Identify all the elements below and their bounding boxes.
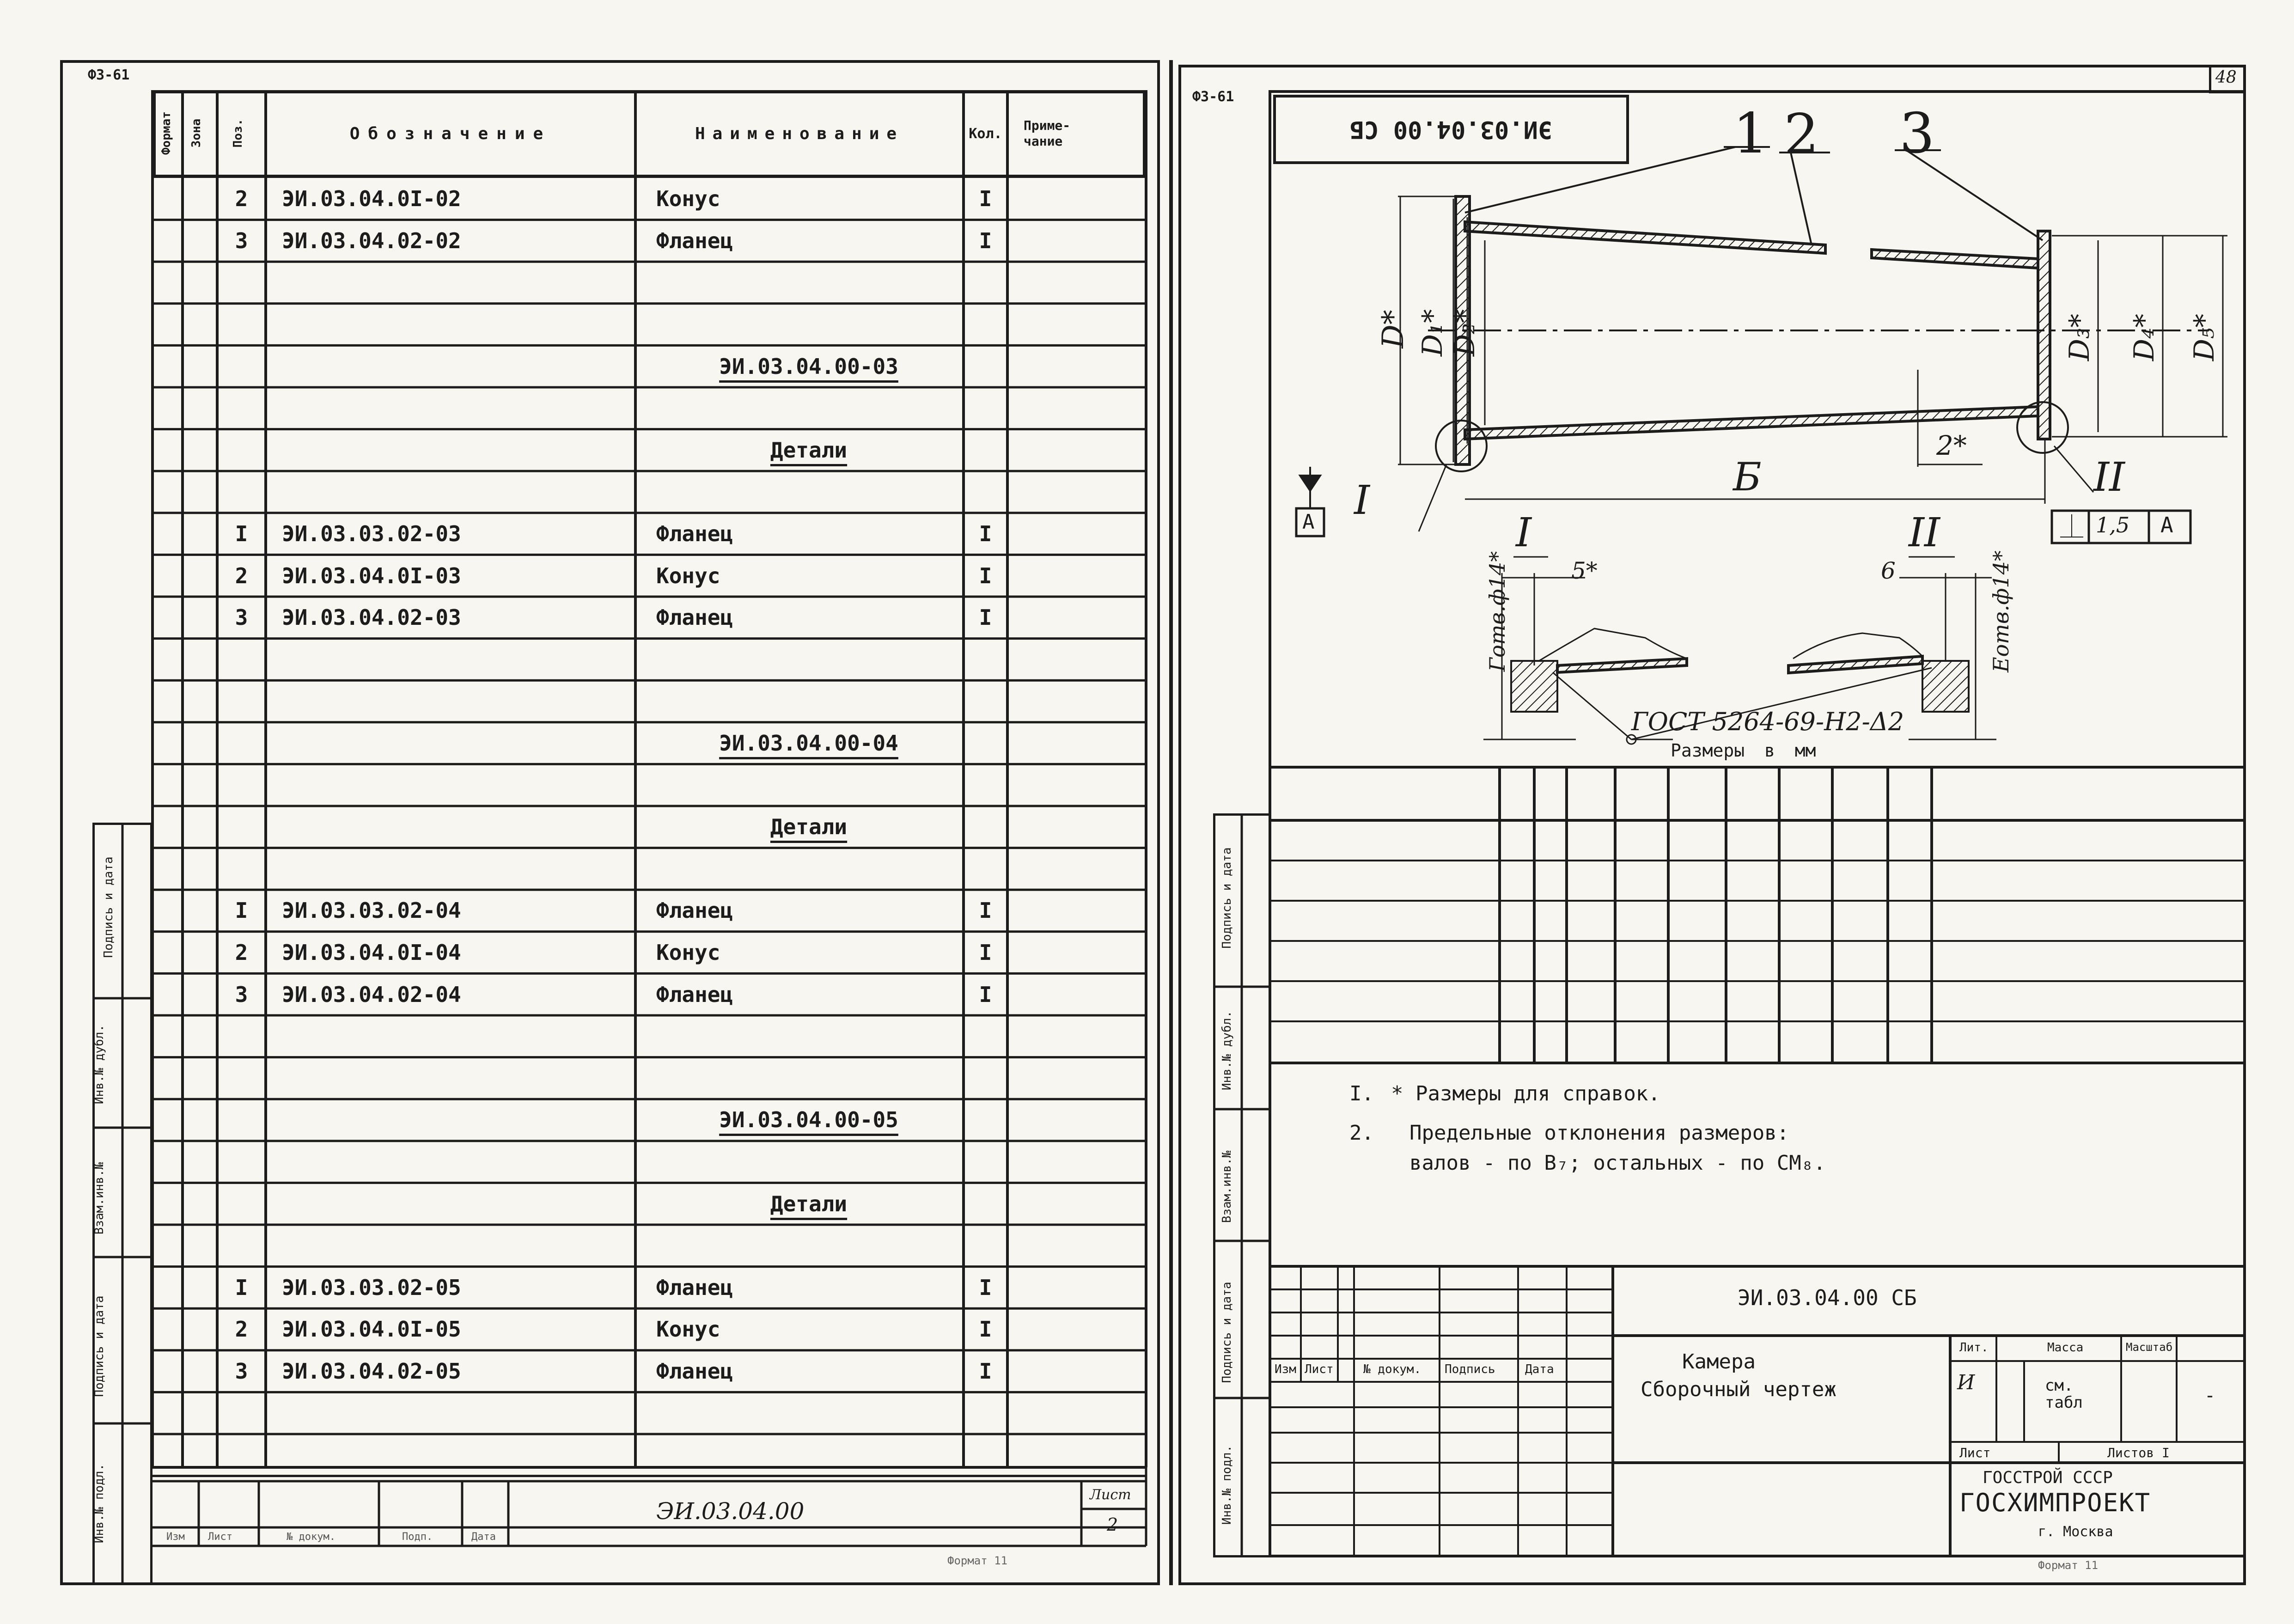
header-zone: Зона xyxy=(189,118,203,148)
left-footer-lbl-1: Лист xyxy=(208,1531,232,1543)
spec-name: Конус xyxy=(656,186,720,212)
right-stamp-2: Взам.инв.№ xyxy=(1220,1150,1234,1223)
spec-designation: ЭИ.03.04.02-03 xyxy=(282,605,461,630)
left-sheet-number: 2 xyxy=(1107,1514,1118,1535)
spec-pos: I xyxy=(235,521,248,547)
mirrored-code: ЭИ.03.04.00 СБ xyxy=(1349,116,1553,143)
view-mark-2: II xyxy=(2093,454,2125,501)
spec-pos: 2 xyxy=(235,940,248,965)
spec-name: Конус xyxy=(656,940,720,965)
tb-org2: ГОСХИМПРОЕКТ xyxy=(1959,1488,2151,1517)
tb-sheets-label: Листов I xyxy=(2107,1445,2170,1460)
spec-name: Детали xyxy=(770,437,848,463)
spec-designation: ЭИ.03.04.0I-05 xyxy=(282,1317,461,1342)
spec-qty: I xyxy=(979,228,992,253)
spec-qty: I xyxy=(979,563,992,588)
spec-designation: ЭИ.03.03.02-04 xyxy=(282,898,461,923)
dim-detail-a: 5* xyxy=(1571,557,1598,584)
tb-lit-value: И xyxy=(1957,1371,1975,1394)
tb-scale-value: - xyxy=(2204,1385,2216,1406)
tb-col-izm: Изм xyxy=(1275,1362,1296,1376)
spec-designation: ЭИ.03.04.0I-02 xyxy=(282,186,461,212)
note-text-2: Предельные отклонения размеров: xyxy=(1409,1121,1789,1145)
spec-designation: ЭИ.03.04.0I-04 xyxy=(282,940,461,965)
spec-pos: 2 xyxy=(235,563,248,588)
spec-name: Детали xyxy=(770,1191,848,1216)
spec-name: ЭИ.03.04.00-05 xyxy=(719,1107,898,1133)
left-format-note: Формат 11 xyxy=(947,1554,1008,1567)
spec-name: Фланец xyxy=(656,521,733,547)
header-qty: Кол. xyxy=(969,126,1002,142)
spec-pos: 2 xyxy=(235,186,248,212)
spec-pos: I xyxy=(235,1275,248,1300)
spec-name: Фланец xyxy=(656,1275,733,1300)
right-sheet xyxy=(1169,0,2294,1624)
spec-pos: 3 xyxy=(235,1359,248,1384)
dim-D4: D₄* xyxy=(2128,313,2160,361)
leader-3: 3 xyxy=(1899,102,1935,166)
header-format: Формат xyxy=(159,111,173,155)
detail-mark-2: II xyxy=(1909,510,1940,556)
tb-org1: ГОССТРОЙ СССР xyxy=(1983,1468,2113,1487)
spec-designation: ЭИ.03.03.02-05 xyxy=(282,1275,461,1300)
left-stamp-4: Инв.№ подл. xyxy=(92,1463,106,1544)
spec-qty: I xyxy=(979,521,992,547)
left-footer-lbl-4: Дата xyxy=(471,1531,496,1543)
dim-thickness: 2* xyxy=(1936,430,1967,461)
spec-qty: I xyxy=(979,982,992,1007)
right-format-note: Формат 11 xyxy=(2038,1559,2099,1572)
title-code: ЭИ.03.04.00 СБ xyxy=(1738,1285,1917,1310)
spec-pos: I xyxy=(235,898,248,923)
header-pos: Поз. xyxy=(231,118,245,148)
spec-name: Фланец xyxy=(656,982,733,1007)
dim-D5: D₅* xyxy=(2188,313,2221,361)
left-stamp-1: Инв.№ дубл. xyxy=(92,1024,106,1105)
title-name-2: Сборочный чертеж xyxy=(1641,1378,1836,1401)
title-name-1: Камера xyxy=(1682,1350,1756,1374)
tb-col-doc: № докум. xyxy=(1363,1362,1422,1376)
left-stamp-0: Подпись и дата xyxy=(102,856,116,958)
tb-scale-label: Масштаб xyxy=(2126,1341,2173,1354)
left-footer-lbl-0: Изм xyxy=(166,1531,185,1543)
spec-designation: ЭИ.03.04.02-05 xyxy=(282,1359,461,1384)
left-stamp-2: Взам.инв.№ xyxy=(92,1162,106,1235)
tolerance-value: 1,5 xyxy=(2096,513,2130,537)
spec-name: ЭИ.03.04.00-04 xyxy=(719,731,898,756)
tb-col-sign: Подпись xyxy=(1445,1362,1495,1376)
tb-lit-label: Лит. xyxy=(1959,1341,1989,1355)
view-mark-1: I xyxy=(1354,477,1370,524)
hole-left: Готв.ф14* xyxy=(1485,551,1510,672)
right-stamp-4: Инв.№ подл. xyxy=(1220,1445,1234,1525)
tb-col-list: Лист xyxy=(1305,1362,1334,1376)
spec-pos: 3 xyxy=(235,605,248,630)
spec-qty: I xyxy=(979,940,992,965)
right-stamp-1: Инв.№ дубл. xyxy=(1220,1010,1234,1091)
dim-D2: D₂* xyxy=(1449,309,1481,357)
note-num-1: I. xyxy=(1349,1082,1374,1105)
tolerance-datum: А xyxy=(2160,513,2173,537)
dim-length: Б xyxy=(1733,454,1762,500)
hole-right: Еотв.ф14* xyxy=(1989,550,2013,672)
dim-detail-b: 6 xyxy=(1881,557,1896,584)
header-name: Наименование xyxy=(695,124,904,143)
datum-label: А xyxy=(1302,510,1315,534)
spec-qty: I xyxy=(979,186,992,212)
spec-pos: 3 xyxy=(235,228,248,253)
spec-qty: I xyxy=(979,1317,992,1342)
left-footer-lbl-3: Подп. xyxy=(402,1531,433,1543)
units-note: Размеры в мм xyxy=(1671,740,1816,761)
tolerance-symbol: ⏊ xyxy=(2060,513,2083,540)
header-designation: Обозначение xyxy=(349,124,552,143)
right-stamp-0: Подпись и дата xyxy=(1220,847,1234,949)
spec-name: Фланец xyxy=(656,605,733,630)
tb-mass-value: см. табл xyxy=(2045,1376,2083,1412)
left-footer-lbl-2: № докум. xyxy=(287,1531,336,1543)
dim-D1: D₁* xyxy=(1416,309,1449,357)
leader-1: 1 xyxy=(1733,102,1769,166)
tb-mass-label: Масса xyxy=(2047,1341,2084,1355)
spec-designation: ЭИ.03.04.02-02 xyxy=(282,228,461,253)
spec-name: Фланец xyxy=(656,228,733,253)
spec-name: Конус xyxy=(656,1317,720,1342)
spec-designation: ЭИ.03.04.0I-03 xyxy=(282,563,461,588)
left-stamp-3: Подпись и дата xyxy=(92,1295,106,1397)
right-stamp-3: Подпись и дата xyxy=(1220,1282,1234,1383)
spec-designation: ЭИ.03.04.02-04 xyxy=(282,982,461,1007)
dim-D: D* xyxy=(1376,310,1410,348)
spec-name: ЭИ.03.04.00-03 xyxy=(719,354,898,379)
spec-qty: I xyxy=(979,605,992,630)
spec-qty: I xyxy=(979,898,992,923)
left-corner-code: ФЗ-61 xyxy=(88,67,130,83)
note-text-3: валов - по В₇; остальных - по СМ₈. xyxy=(1409,1151,1826,1175)
tb-col-date: Дата xyxy=(1525,1362,1554,1376)
right-page-number: 48 xyxy=(2215,68,2237,87)
left-sheet-label: Лист xyxy=(1090,1487,1131,1503)
leader-2: 2 xyxy=(1784,103,1819,167)
dim-D3: D₃* xyxy=(2063,313,2096,361)
left-doc-code: ЭИ.03.04.00 xyxy=(656,1498,805,1525)
spec-pos: 3 xyxy=(235,982,248,1007)
tb-city: г. Москва xyxy=(2038,1524,2113,1540)
spec-designation: ЭИ.03.03.02-03 xyxy=(282,521,461,547)
spec-pos: 2 xyxy=(235,1317,248,1342)
detail-mark-1: I xyxy=(1516,510,1531,556)
spec-name: Фланец xyxy=(656,1359,733,1384)
spec-name: Конус xyxy=(656,563,720,588)
tb-sheet-label: Лист xyxy=(1959,1445,1991,1460)
right-corner-code: ФЗ-61 xyxy=(1192,89,1234,105)
note-text-1: * Размеры для справок. xyxy=(1391,1082,1660,1105)
spec-name: Фланец xyxy=(656,898,733,923)
spec-qty: I xyxy=(979,1275,992,1300)
note-num-2: 2. xyxy=(1349,1121,1374,1145)
spec-name: Детали xyxy=(770,814,848,840)
spec-qty: I xyxy=(979,1359,992,1384)
weld-note: ГОСТ 5264-69-Н2-Δ2 xyxy=(1631,707,1904,736)
header-note: Приме- чание xyxy=(1024,118,1071,149)
